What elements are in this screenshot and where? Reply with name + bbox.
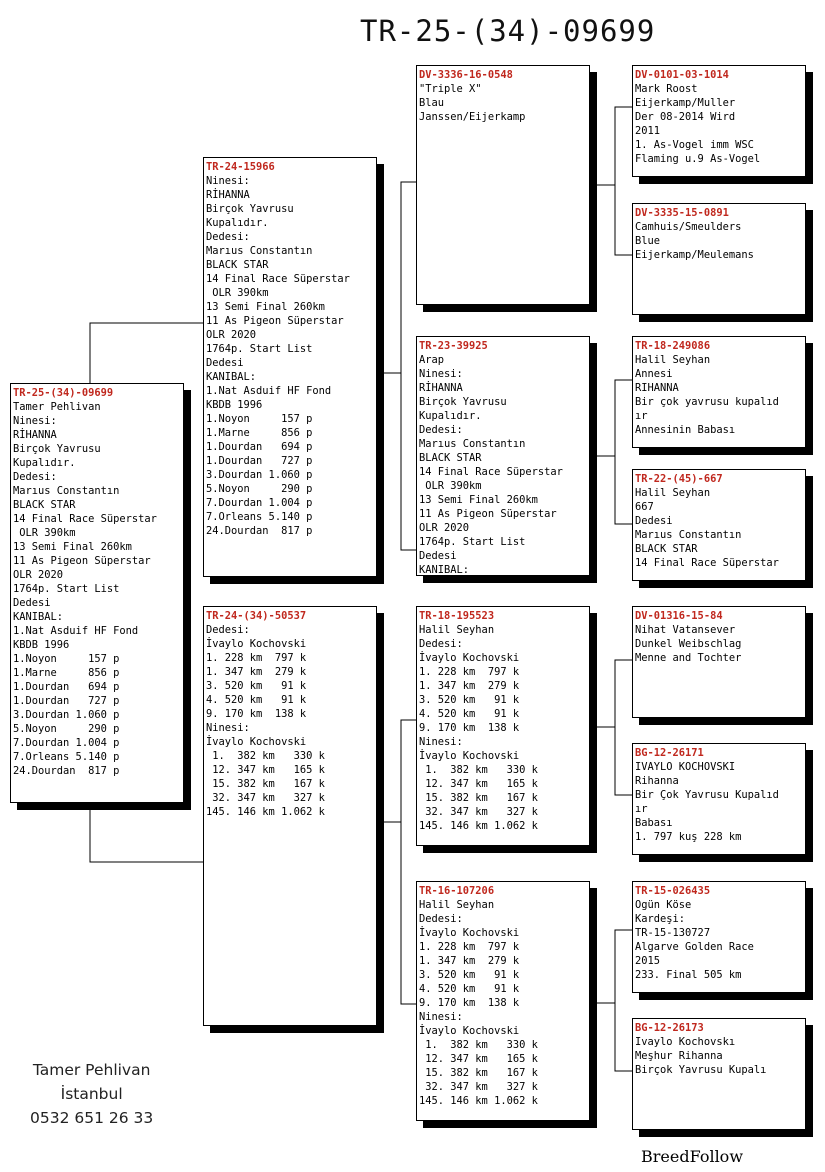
connector-dam xyxy=(383,720,417,1004)
pedigree-line: 1.Marne 856 p xyxy=(13,667,120,679)
pedigree-line: Ninesi: xyxy=(13,415,57,427)
pedigree-line: 4. 520 km 91 k xyxy=(419,983,520,995)
pedigree-line: OLR 2020 xyxy=(13,569,64,581)
pedigree-line: Dunkel Weibschlag xyxy=(635,638,742,650)
pedigree-line: 1.Nat Asduif HF Fond xyxy=(206,385,332,397)
pedigree-line: Flaming u.9 As-Vogel xyxy=(635,153,761,165)
connector-sire xyxy=(383,182,417,550)
connector-sd xyxy=(597,380,633,524)
pedigree-line: OLR 2020 xyxy=(206,329,257,341)
pedigree-line: 11 As Pigeon Süperstar xyxy=(13,555,151,567)
pedigree-line: Rihanna xyxy=(635,775,679,787)
ring-number: BG-12-26173 xyxy=(635,1022,704,1034)
pedigree-line: Menne and Tochter xyxy=(635,652,742,664)
pedigree-line: Dedesi xyxy=(635,515,673,527)
pedigree-box-sire-dam xyxy=(416,336,590,576)
pedigree-line: OLR 390km xyxy=(419,480,482,492)
pedigree-line: Ninesi: xyxy=(206,175,250,187)
connector-ss xyxy=(597,107,633,255)
pedigree-line: Birçok Yavrusu Kupalı xyxy=(635,1064,767,1076)
pedigree-line: Der 08-2014 Wird xyxy=(635,111,736,123)
pedigree-line: OLR 390km xyxy=(206,287,269,299)
pedigree-line: KBDB 1996 xyxy=(13,639,70,651)
pedigree-title: TR-25-(34)-09699 xyxy=(360,14,656,48)
pedigree-line: 32. 347 km 327 k xyxy=(419,1081,538,1093)
pedigree-line: 1764p. Start List xyxy=(13,583,120,595)
pedigree-line: 14 Final Race Süperstar xyxy=(13,513,157,525)
pedigree-line: 7.Orleans 5.140 p xyxy=(13,751,120,763)
pedigree-line: 1764p. Start List xyxy=(206,343,313,355)
ring-number: BG-12-26171 xyxy=(635,747,704,759)
pedigree-line: Annesinin Babası xyxy=(635,424,736,436)
pedigree-box-sire-sire-sire xyxy=(632,65,806,177)
pedigree-box-dam-dam-sire xyxy=(632,881,806,993)
ring-number: TR-25-(34)-09699 xyxy=(13,387,114,399)
pedigree-line: 1.Dourdan 727 p xyxy=(13,695,120,707)
pedigree-line: Eijerkamp/Muller xyxy=(635,97,736,109)
pedigree-line: 1764p. Start List xyxy=(419,536,526,548)
ring-number: TR-24-15966 xyxy=(206,161,275,173)
pedigree-line: KANIBAL: xyxy=(419,564,470,576)
ring-number: TR-18-195523 xyxy=(419,610,495,622)
pedigree-line: BLACK STAR xyxy=(206,259,269,271)
pedigree-line: Ogün Köse xyxy=(635,899,692,911)
pedigree-line: 145. 146 km 1.062 k xyxy=(206,806,325,818)
connector-ds xyxy=(597,660,633,795)
ring-number: TR-16-107206 xyxy=(419,885,495,897)
pedigree-line: Halil Seyhan xyxy=(635,487,711,499)
pedigree-line: 14 Final Race Süperstar xyxy=(206,273,350,285)
pedigree-line: Camhuis/Smeulders xyxy=(635,221,742,233)
pedigree-line: 3.Dourdan 1.060 p xyxy=(13,709,120,721)
ring-number: TR-24-(34)-50537 xyxy=(206,610,307,622)
pedigree-line: 145. 146 km 1.062 k xyxy=(419,820,538,832)
pedigree-line: İvaylo Kochovski xyxy=(419,652,520,664)
pedigree-line: 9. 170 km 138 k xyxy=(206,708,307,720)
pedigree-line: 15. 382 km 167 k xyxy=(419,1067,538,1079)
pedigree-line: RIHANNA xyxy=(635,382,679,394)
pedigree-line: 1. 797 kuş 228 km xyxy=(635,831,742,843)
pedigree-line: Marıus Constantın xyxy=(635,529,742,541)
ring-number: TR-15-026435 xyxy=(635,885,711,897)
pedigree-line: 1. 347 km 279 k xyxy=(419,955,520,967)
pedigree-line: Halil Seyhan xyxy=(419,899,495,911)
pedigree-line: Marıus Constantın xyxy=(419,438,526,450)
pedigree-line: 24.Dourdan 817 p xyxy=(13,765,120,777)
pedigree-line: BLACK STAR xyxy=(635,543,698,555)
pedigree-line: 5.Noyon 290 p xyxy=(13,723,120,735)
pedigree-line: Blau xyxy=(419,97,445,109)
pedigree-line: 1. As-Vogel imm WSC xyxy=(635,139,754,151)
pedigree-line: Ninesi: xyxy=(206,722,250,734)
pedigree-line: OLR 2020 xyxy=(419,522,470,534)
ring-number: DV-0101-03-1014 xyxy=(635,69,729,81)
pedigree-line: Kupalıdır. xyxy=(419,410,482,422)
pedigree-box-subject xyxy=(10,383,184,803)
pedigree-line: 32. 347 km 327 k xyxy=(419,806,538,818)
pedigree-box-sire-dam-dam xyxy=(632,469,806,581)
pedigree-line: Dedesi: xyxy=(419,913,463,925)
ring-number: DV-3335-15-0891 xyxy=(635,207,729,219)
pedigree-line: İvaylo Kochovski xyxy=(206,736,307,748)
pedigree-line: 14 Final Race Süperstar xyxy=(635,557,779,569)
pedigree-line: RİHANNA xyxy=(13,429,57,441)
pedigree-line: 13 Semi Final 260km xyxy=(206,301,325,313)
pedigree-line: 1. 228 km 797 k xyxy=(419,666,520,678)
pedigree-line: Birçok Yavrusu xyxy=(419,396,507,408)
pedigree-line: TR-15-130727 xyxy=(635,927,711,939)
pedigree-line: ır xyxy=(635,803,648,815)
pedigree-box-sire-sire-dam xyxy=(632,203,806,315)
pedigree-line: 7.Dourdan 1.004 p xyxy=(13,737,120,749)
pedigree-line: 3. 520 km 91 k xyxy=(419,969,520,981)
pedigree-line: 2011 xyxy=(635,125,661,137)
pedigree-line: Janssen/Eijerkamp xyxy=(419,111,526,123)
pedigree-line: 1. 347 km 279 k xyxy=(206,666,307,678)
pedigree-line: 4. 520 km 91 k xyxy=(206,694,307,706)
pedigree-line: 1.Noyon 157 p xyxy=(206,413,313,425)
pedigree-line: KANIBAL: xyxy=(206,371,257,383)
pedigree-box-dam-sire-sire xyxy=(632,606,806,718)
pedigree-line: 11 As Pigeon Süperstar xyxy=(206,315,344,327)
ring-number: TR-18-249086 xyxy=(635,340,711,352)
pedigree-line: 1.Noyon 157 p xyxy=(13,653,120,665)
contact-phone: 0532 651 26 33 xyxy=(30,1109,154,1127)
pedigree-line: İvaylo Kochovski xyxy=(419,1025,520,1037)
pedigree-line: Blue xyxy=(635,235,661,247)
contact-name: Tamer Pehlivan xyxy=(32,1061,151,1079)
pedigree-line: OLR 390km xyxy=(13,527,76,539)
pedigree-line: Eijerkamp/Meulemans xyxy=(635,249,754,261)
pedigree-line: 12. 347 km 165 k xyxy=(206,764,325,776)
pedigree-line: RİHANNA xyxy=(206,189,250,201)
contact-city: İstanbul xyxy=(60,1085,123,1103)
pedigree-line: Birçok Yavrusu xyxy=(206,203,294,215)
pedigree-line: Ninesi: xyxy=(419,736,463,748)
pedigree-line: Dedesi: xyxy=(419,638,463,650)
pedigree-line: 4. 520 km 91 k xyxy=(419,708,520,720)
pedigree-line: Ninesi: xyxy=(419,1011,463,1023)
pedigree-line: 1. 382 km 330 k xyxy=(206,750,325,762)
pedigree-line: 32. 347 km 327 k xyxy=(206,792,325,804)
pedigree-line: Arap xyxy=(419,354,445,366)
pedigree-line: Dedesi xyxy=(13,597,51,609)
pedigree-line: BLACK STAR xyxy=(419,452,482,464)
pedigree-line: Meşhur Rihanna xyxy=(635,1050,723,1062)
pedigree-box-dam-sire xyxy=(416,606,590,846)
pedigree-line: 9. 170 km 138 k xyxy=(419,722,520,734)
pedigree-box-dam xyxy=(203,606,377,1026)
pedigree-line: 145. 146 km 1.062 k xyxy=(419,1095,538,1107)
pedigree-line: Halil Seyhan xyxy=(419,624,495,636)
pedigree-line: İvaylo Kochovski xyxy=(419,927,520,939)
ring-number: DV-01316-15-84 xyxy=(635,610,723,622)
pedigree-line: Kardeşi: xyxy=(635,913,686,925)
pedigree-line: Ivaylo Kochovskı xyxy=(635,1036,736,1048)
pedigree-line: 12. 347 km 165 k xyxy=(419,1053,538,1065)
pedigree-line: Babası xyxy=(635,817,673,829)
pedigree-line: Bir Çok Yavrusu Kupalıd xyxy=(635,789,779,801)
pedigree-line: Dedesi: xyxy=(13,471,57,483)
pedigree-line: 1.Marne 856 p xyxy=(206,427,313,439)
pedigree-line: Halil Seyhan xyxy=(635,354,711,366)
pedigree-line: Birçok Yavrusu xyxy=(13,443,101,455)
pedigree-line: 15. 382 km 167 k xyxy=(206,778,325,790)
pedigree-line: Dedesi xyxy=(206,357,244,369)
pedigree-line: Bir çok yavrusu kupalıd xyxy=(635,396,779,408)
pedigree-line: 14 Final Race Süperstar xyxy=(419,466,563,478)
pedigree-line: IVAYLO KOCHOVSKI xyxy=(635,761,736,773)
ring-number: DV-3336-16-0548 xyxy=(419,69,513,81)
pedigree-line: 15. 382 km 167 k xyxy=(419,792,538,804)
pedigree-box-dam-dam-dam xyxy=(632,1018,806,1130)
ring-number: TR-22-(45)-667 xyxy=(635,473,723,485)
pedigree-line: Kupalıdır. xyxy=(13,457,76,469)
pedigree-line: "Triple X" xyxy=(419,83,482,95)
ring-number: TR-23-39925 xyxy=(419,340,488,352)
pedigree-line: Marıus Constantın xyxy=(13,485,120,497)
pedigree-line: 3.Dourdan 1.060 p xyxy=(206,469,313,481)
pedigree-line: Ninesi: xyxy=(419,368,463,380)
connector-dd xyxy=(597,930,633,1071)
pedigree-line: 1. 382 km 330 k xyxy=(419,1039,538,1051)
pedigree-line: 233. Final 505 km xyxy=(635,969,742,981)
pedigree-line: İvaylo Kochovski xyxy=(206,638,307,650)
pedigree-line: Kupalıdır. xyxy=(206,217,269,229)
pedigree-line: 9. 170 km 138 k xyxy=(419,997,520,1009)
pedigree-line: İvaylo Kochovski xyxy=(419,750,520,762)
pedigree-line: Dedesi: xyxy=(419,424,463,436)
pedigree-line: 1.Dourdan 694 p xyxy=(13,681,120,693)
pedigree-line: Dedesi: xyxy=(206,231,250,243)
pedigree-line: KBDB 1996 xyxy=(206,399,263,411)
pedigree-line: 13 Semi Final 260km xyxy=(13,541,132,553)
pedigree-box-sire xyxy=(203,157,377,577)
pedigree-line: ır xyxy=(635,410,648,422)
pedigree-line: 12. 347 km 165 k xyxy=(419,778,538,790)
pedigree-line: 1.Nat Asduif HF Fond xyxy=(13,625,139,637)
pedigree-line: 5.Noyon 290 p xyxy=(206,483,313,495)
pedigree-line: Marıus Constantın xyxy=(206,245,313,257)
pedigree-line: 2015 xyxy=(635,955,661,967)
pedigree-line: 1. 228 km 797 k xyxy=(419,941,520,953)
pedigree-line: BLACK STAR xyxy=(13,499,76,511)
contact-block xyxy=(30,1058,153,1130)
pedigree-line: 7.Dourdan 1.004 p xyxy=(206,497,313,509)
pedigree-line: 1.Dourdan 727 p xyxy=(206,455,313,467)
pedigree-line: Mark Roost xyxy=(635,83,698,95)
pedigree-line: 3. 520 km 91 k xyxy=(206,680,307,692)
pedigree-line: RİHANNA xyxy=(419,382,463,394)
pedigree-line: Tamer Pehlivan xyxy=(13,401,101,413)
pedigree-box-sire-dam-sire xyxy=(632,336,806,448)
pedigree-line: 7.Orleans 5.140 p xyxy=(206,511,313,523)
pedigree-line: Dedesi: xyxy=(206,624,250,636)
pedigree-line: 1. 382 km 330 k xyxy=(419,764,538,776)
pedigree-line: 3. 520 km 91 k xyxy=(419,694,520,706)
pedigree-box-dam-dam xyxy=(416,881,590,1121)
pedigree-line: 1.Dourdan 694 p xyxy=(206,441,313,453)
pedigree-line: Annesi xyxy=(635,368,673,380)
pedigree-line: 24.Dourdan 817 p xyxy=(206,525,313,537)
pedigree-line: 1. 228 km 797 k xyxy=(206,652,307,664)
pedigree-line: 13 Semi Final 260km xyxy=(419,494,538,506)
brand-label: BreedFollow xyxy=(641,1147,744,1166)
pedigree-box-sire-sire xyxy=(416,65,590,305)
pedigree-line: 667 xyxy=(635,501,654,513)
pedigree-box-dam-sire-dam xyxy=(632,743,806,855)
pedigree-line: Dedesi xyxy=(419,550,457,562)
pedigree-line: KANIBAL: xyxy=(13,611,64,623)
pedigree-line: 1. 347 km 279 k xyxy=(419,680,520,692)
pedigree-line: Nihat Vatansever xyxy=(635,624,736,636)
pedigree-line: 11 As Pigeon Süperstar xyxy=(419,508,557,520)
pedigree-line: Algarve Golden Race xyxy=(635,941,754,953)
